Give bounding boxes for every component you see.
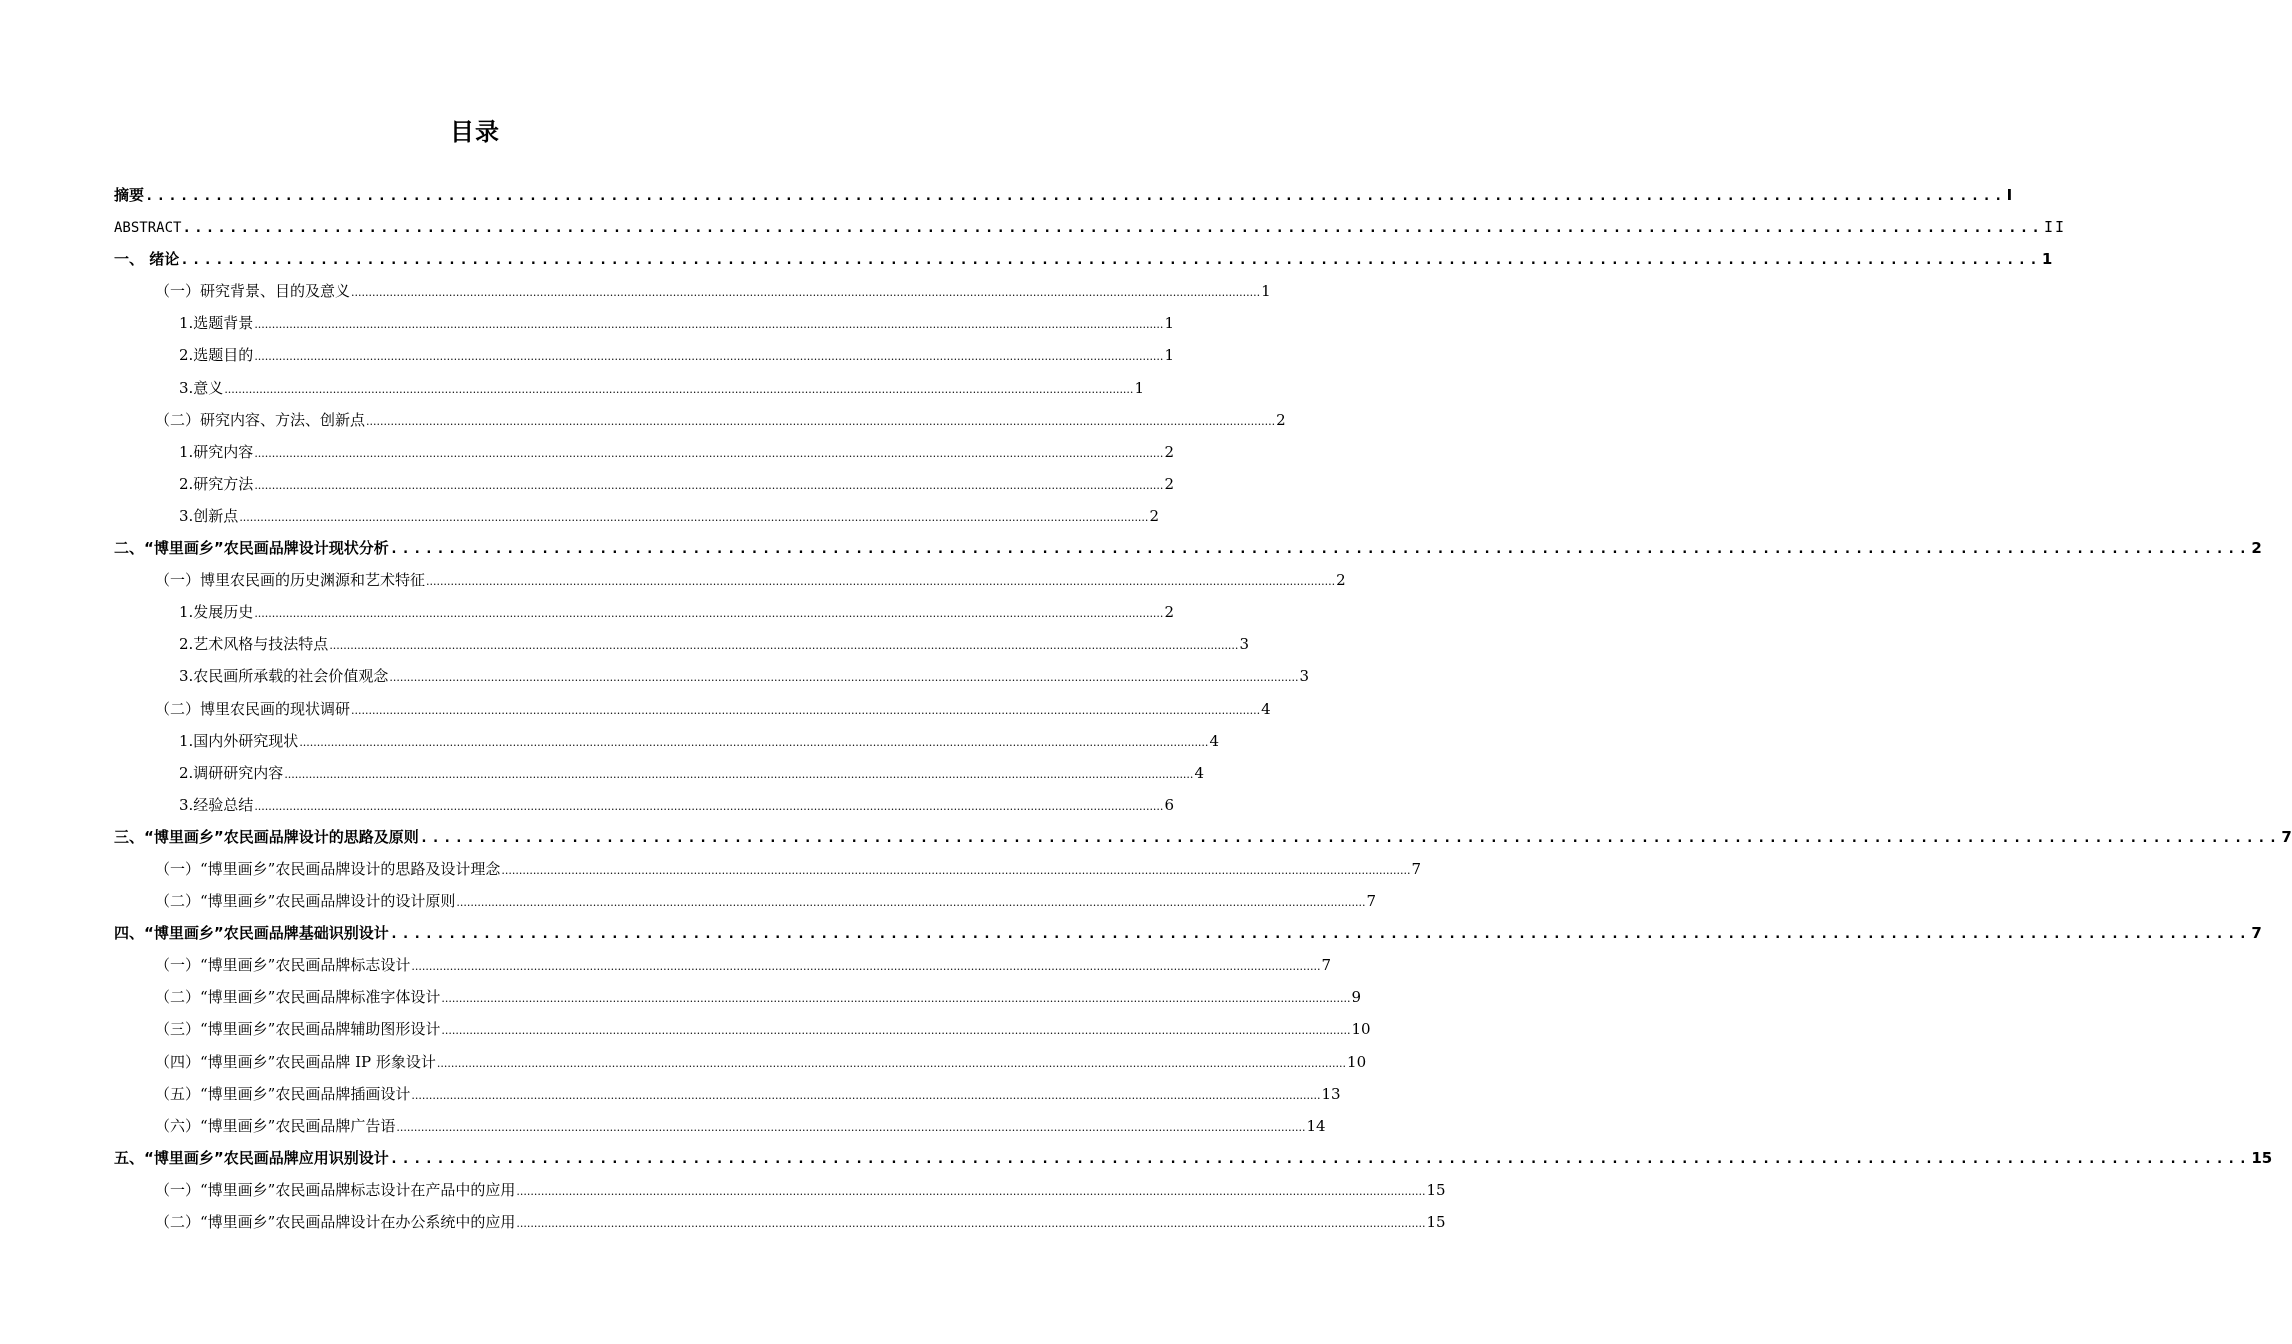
toc-entry-label: （五）“博里画乡”农民画品牌插画设计 [155,1084,411,1103]
toc-entry[interactable] [114,1078,1341,1110]
toc-leader-dots: .................................................................................................................................................................................................................................................................... [436,1056,1347,1070]
toc-entry-page-number: 2 [1164,603,1174,622]
toc-entry-page-number: 2 [1276,410,1286,429]
toc-entry[interactable] [114,596,1174,628]
toc-entry[interactable] [114,628,1249,660]
toc-leader-dots: .................................................................................................................................................................................................................................................................... [254,446,1164,460]
toc-entry-label: 1.国内外研究现状 [179,731,299,750]
toc-entry-page-number: 7 [1366,892,1377,911]
toc-entry-label: （二）“博里画乡”农民画品牌设计在办公系统中的应用 [155,1213,516,1231]
toc-entry-label: 二、“博里画乡”农民画品牌设计现状分析 [114,539,389,558]
toc-entry[interactable] [114,211,2067,243]
toc-leader-dots: .................................................................................................................................................................................................................................................................... [411,960,1321,974]
toc-leader-dots: .................................................................................................................................................................................................................................................................... [351,703,1261,717]
toc-entry-label: 3.意义 [179,378,224,397]
toc-leader-dots: .................................................................................................................................................................................................................................................................... [224,382,1134,396]
toc-entry[interactable] [114,1046,1367,1078]
toc-leader-dots: .................................................................................................................................................................................................................................................................... [389,671,1299,685]
toc-entry[interactable] [114,757,1204,789]
toc-leader-dots: .................................................................................................................................................................................................................................................................... [396,1120,1306,1134]
toc-entry[interactable] [114,917,2262,949]
toc-entry-page-number: 3 [1239,635,1249,654]
toc-entry-label: 一、 绪论 [114,250,180,269]
toc-entry-label: （一）“博里画乡”农民画品牌标志设计 [155,956,411,975]
toc-entry-page-number: I [2006,186,2013,204]
toc-entry[interactable] [114,725,1219,757]
toc-entry-page-number: 15 [1426,1180,1446,1199]
toc-entry[interactable] [114,468,1174,500]
toc-leader-dots: .................................................................................................................................................................................................................................................................... [516,1184,1426,1198]
toc-entry-label: 3.农民画所承载的社会价值观念 [179,667,389,686]
toc-entry-label: 2.研究方法 [179,474,254,493]
toc-entry-page-number: 1 [1134,378,1144,397]
toc-entry-page-number: 4 [1209,731,1219,750]
toc-entry-page-number: 14 [1306,1116,1326,1135]
toc-entry[interactable] [114,949,1332,981]
toc-leader-dots: .................................................................................................................................................................................................................................................................... [329,639,1239,653]
toc-entry-page-number: 4 [1261,699,1271,718]
toc-entry-label: （四）“博里画乡”农民画品牌 IP 形象设计 [155,1052,436,1071]
toc-entry-page-number: 2 [2251,539,2262,558]
toc-entry-label: 1.选题背景 [179,314,254,333]
toc-leader-dots: .................................................................................................................................................................................................................................................................... [284,767,1194,781]
toc-entry[interactable] [114,179,2013,211]
toc-leader-dots: ................................................................................................................................................................ [180,252,2041,269]
toc-entry[interactable] [114,1206,1446,1238]
toc-entry-page-number: 15 [1426,1213,1446,1231]
toc-leader-dots: .................................................................................................................................................................................................................................................................... [441,1024,1351,1038]
toc-entry[interactable] [114,372,1144,404]
toc-entry-label: 四、“博里画乡”农民画品牌基础识别设计 [114,924,389,943]
toc-entry-label: ABSTRACT [114,220,182,237]
toc-entry-label: 三、“博里画乡”农民画品牌设计的思路及原则 [114,827,419,846]
toc-entry[interactable] [114,436,1174,468]
toc-entry-page-number: 1 [2041,250,2053,269]
toc-entry-page-number: 7 [2251,924,2262,943]
toc-entry-page-number: 10 [1351,1020,1371,1039]
toc-entry[interactable] [114,500,1159,532]
toc-leader-dots: .................................................................................................................................................................................................................................................................... [299,735,1209,749]
toc-entry-page-number: 7 [1321,956,1332,975]
toc-entry[interactable] [114,660,1309,692]
toc-entry[interactable] [114,307,1174,339]
toc-entry-page-number: 7 [1411,859,1422,878]
toc-entry-label: 3.创新点 [179,506,239,525]
toc-entry-page-number: 1 [1164,314,1174,333]
toc-entry[interactable] [114,853,1422,885]
toc-entry-page-number: 7 [2281,827,2292,846]
toc-entry-label: （二）“博里画乡”农民画品牌设计的设计原则 [155,892,456,911]
toc-leader-dots: .................................................................................................................................................................................................................................................................... [411,1088,1321,1102]
toc-entry-page-number: 2 [1164,442,1174,461]
toc-entry-page-number: 13 [1321,1084,1341,1103]
toc-entry[interactable] [114,564,1346,596]
toc-entry-label: （三）“博里画乡”农民画品牌辅助图形设计 [155,1020,441,1039]
toc-entry-label: （二）博里农民画的现状调研 [155,699,351,718]
toc-entry[interactable] [114,1013,1371,1045]
toc-entry-label: （二）“博里画乡”农民画品牌标准字体设计 [155,988,441,1007]
toc-leader-dots: ................................................................................................................................................................ [389,541,2251,558]
toc-leader-dots: ................................................................................................................................................................ [389,926,2251,943]
toc-leader-dots: .................................................................................................................................................................................................................................................................... [254,350,1164,364]
toc-entry-label: 3.经验总结 [179,795,254,814]
toc-entry[interactable] [114,339,1174,371]
toc-entry-label: 2.选题目的 [179,346,254,365]
toc-entry-page-number: 2 [1336,571,1346,590]
toc-entry-page-number: 15 [2251,1148,2273,1167]
toc-leader-dots: .................................................................................................................................................................................................................................................................... [239,510,1149,524]
toc-entry-page-number: 1 [1164,346,1174,365]
toc-entry-label: 1.研究内容 [179,442,254,461]
toc-entry[interactable] [114,275,1271,307]
toc-leader-dots: .................................................................................................................................................................................................................................................................... [254,478,1164,492]
toc-entry[interactable] [114,693,1271,725]
toc-entry-label: （一）博里农民画的历史渊源和艺术特征 [155,571,426,590]
toc-leader-dots: .................................................................................................................................................................................................................................................................... [501,863,1411,877]
toc-leader-dots: .................................................................................................................................................................................................................................................................... [456,896,1366,910]
toc-leader-dots: .................................................................................................................................................................................................................................................................... [254,318,1164,332]
toc-leader-dots: ................................................................................................................................................................ [419,829,2281,846]
toc-entry[interactable] [114,404,1286,436]
toc-entry[interactable] [114,532,2262,564]
toc-entry[interactable] [114,789,1174,821]
toc-leader-dots: ................................................................................................................................................................ [182,220,2044,237]
toc-entry-page-number: 1 [1261,282,1271,301]
toc-entry-label: 五、“博里画乡”农民画品牌应用识别设计 [114,1148,389,1167]
toc-entry-page-number: 2 [1164,474,1174,493]
toc-entry-label: 2.调研研究内容 [179,763,284,782]
toc-title: 目录 [450,118,500,146]
toc-entry[interactable] [114,1142,2273,1174]
toc-leader-dots: ................................................................................................................................................................ [389,1150,2251,1167]
toc-entry-label: 1.发展历史 [179,603,254,622]
toc-entry-page-number: II [2044,218,2067,237]
toc-entry-label: （一）研究背景、目的及意义 [155,282,351,301]
toc-entry-label: 2.艺术风格与技法特点 [179,635,329,654]
toc-entry-page-number: 3 [1299,667,1309,686]
toc-entry-label: （二）研究内容、方法、创新点 [155,410,366,429]
toc-entry-page-number: 2 [1149,506,1159,525]
toc-entry-label: 摘要 [114,186,145,204]
toc-leader-dots: .................................................................................................................................................................................................................................................................... [254,607,1164,621]
toc-leader-dots: .................................................................................................................................................................................................................................................................... [441,992,1351,1006]
toc-leader-dots: ................................................................................................................................................................ [145,188,2006,204]
toc-leader-dots: .................................................................................................................................................................................................................................................................... [426,575,1336,589]
toc-entry-page-number: 9 [1351,988,1362,1007]
toc-entry-label: （一）“博里画乡”农民画品牌标志设计在产品中的应用 [155,1180,516,1199]
toc-entry-label: （六）“博里画乡”农民画品牌广告语 [155,1116,396,1135]
toc-entry-page-number: 4 [1194,763,1204,782]
toc-leader-dots: .................................................................................................................................................................................................................................................................... [366,414,1276,428]
toc-leader-dots: .................................................................................................................................................................................................................................................................... [516,1217,1426,1230]
toc-entry[interactable] [114,885,1377,917]
toc-entry[interactable] [114,1174,1446,1206]
toc-leader-dots: .................................................................................................................................................................................................................................................................... [254,799,1164,813]
toc-leader-dots: .................................................................................................................................................................................................................................................................... [351,286,1261,300]
toc-entry[interactable] [114,821,2292,853]
toc-entry[interactable] [114,981,1362,1013]
toc-entry-label: （一）“博里画乡”农民画品牌设计的思路及设计理念 [155,859,501,878]
table-of-contents [114,179,2292,1238]
toc-entry-page-number: 6 [1164,795,1174,814]
toc-entry[interactable] [114,1110,1326,1142]
toc-entry-page-number: 10 [1347,1052,1367,1071]
toc-entry[interactable] [114,243,2053,275]
